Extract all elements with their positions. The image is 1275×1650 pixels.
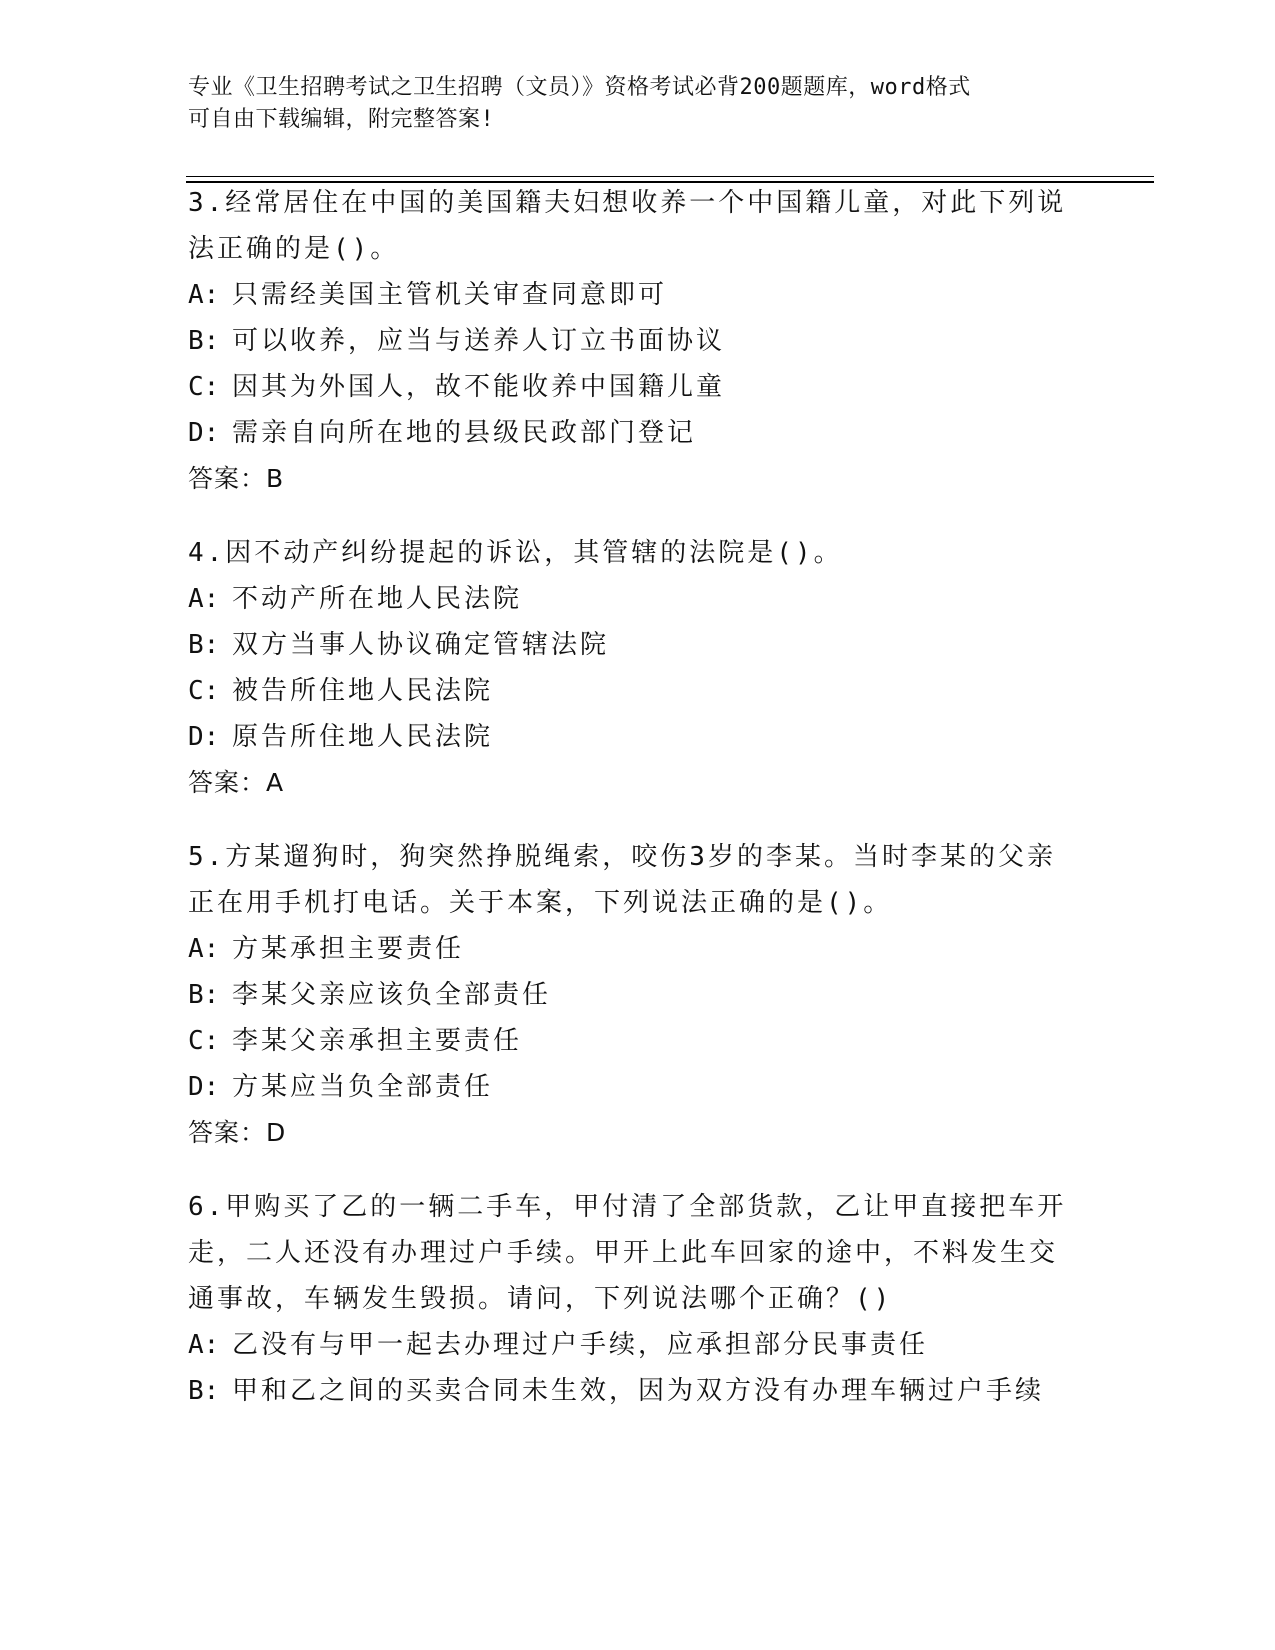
option-a — [188, 1322, 1088, 1368]
question-5 — [188, 834, 1088, 1156]
option-b — [188, 1368, 1088, 1414]
option-letter: D: — [188, 1072, 220, 1102]
option-a — [188, 926, 1088, 972]
answer-line: 答案：A — [188, 768, 285, 797]
option-text: 甲和乙之间的买卖合同未生效，因为双方没有办理车辆过户手续 — [232, 1376, 1045, 1406]
option-c — [188, 668, 1088, 714]
question-4 — [188, 530, 1088, 806]
answer-line: 答案：D — [188, 1118, 287, 1147]
question-stem — [188, 1184, 1088, 1322]
option-letter: B: — [188, 1376, 220, 1406]
option-letter: D: — [188, 722, 220, 752]
question-stem-line: 通事故，车辆发生毁损。请问，下列说法哪个正确？() — [188, 1284, 893, 1314]
option-letter: B: — [188, 980, 220, 1010]
question-stem-line: 5.方某遛狗时，狗突然挣脱绳索，咬伤3岁的李某。当时李某的父亲 — [188, 842, 1056, 872]
option-letter: D: — [188, 418, 220, 448]
option-letter: A: — [188, 584, 220, 614]
option-b — [188, 622, 1088, 668]
question-stem-line: 走，二人还没有办理过户手续。甲开上此车回家的途中，不料发生交 — [188, 1238, 1059, 1268]
question-stem — [188, 180, 1088, 272]
option-text: 可以收养，应当与送养人订立书面协议 — [232, 326, 726, 356]
option-text: 只需经美国主管机关审查同意即可 — [232, 280, 668, 310]
option-text: 李某父亲承担主要责任 — [232, 1026, 523, 1056]
option-text: 方某应当负全部责任 — [232, 1072, 494, 1102]
option-text: 不动产所在地人民法院 — [232, 584, 523, 614]
option-b — [188, 318, 1088, 364]
option-d — [188, 1064, 1088, 1110]
option-letter: C: — [188, 1026, 220, 1056]
header-divider-thin — [186, 176, 1154, 177]
question-stem-line: 正在用手机打电话。关于本案，下列说法正确的是()。 — [188, 888, 893, 918]
option-letter: A: — [188, 1330, 220, 1360]
option-text: 李某父亲应该负全部责任 — [232, 980, 552, 1010]
option-letter: B: — [188, 630, 220, 660]
answer-line: 答案：B — [188, 464, 285, 493]
option-d — [188, 410, 1088, 456]
header-line-2: 可自由下载编辑，附完整答案! — [188, 107, 495, 132]
option-letter: A: — [188, 934, 220, 964]
question-stem-line: 6.甲购买了乙的一辆二手车，甲付清了全部货款，乙让甲直接把车开 — [188, 1192, 1067, 1222]
question-6 — [188, 1184, 1088, 1414]
option-letter: B: — [188, 326, 220, 356]
option-text: 双方当事人协议确定管辖法院 — [232, 630, 610, 660]
question-stem — [188, 834, 1088, 926]
option-d — [188, 714, 1088, 760]
option-letter: C: — [188, 676, 220, 706]
option-a — [188, 576, 1088, 622]
document-header — [188, 72, 1068, 136]
question-stem-line: 4.因不动产纠纷提起的诉讼，其管辖的法院是()。 — [188, 538, 843, 568]
question-stem-line: 法正确的是()。 — [188, 234, 400, 264]
option-letter: A: — [188, 280, 220, 310]
question-3 — [188, 180, 1088, 502]
question-stem-line: 3.经常居住在中国的美国籍夫妇想收养一个中国籍儿童，对此下列说 — [188, 188, 1067, 218]
question-stem — [188, 530, 1088, 576]
option-a — [188, 272, 1088, 318]
option-letter: C: — [188, 372, 220, 402]
option-c — [188, 1018, 1088, 1064]
option-c — [188, 364, 1088, 410]
option-b — [188, 972, 1088, 1018]
option-text: 乙没有与甲一起去办理过户手续，应承担部分民事责任 — [232, 1330, 929, 1360]
option-text: 原告所住地人民法院 — [232, 722, 494, 752]
option-text: 因其为外国人，故不能收养中国籍儿童 — [232, 372, 726, 402]
header-line-1: 专业《卫生招聘考试之卫生招聘（文员）》资格考试必背200题题库，word格式 — [188, 75, 971, 100]
option-text: 需亲自向所在地的县级民政部门登记 — [232, 418, 697, 448]
option-text: 方某承担主要责任 — [232, 934, 465, 964]
option-text: 被告所住地人民法院 — [232, 676, 494, 706]
